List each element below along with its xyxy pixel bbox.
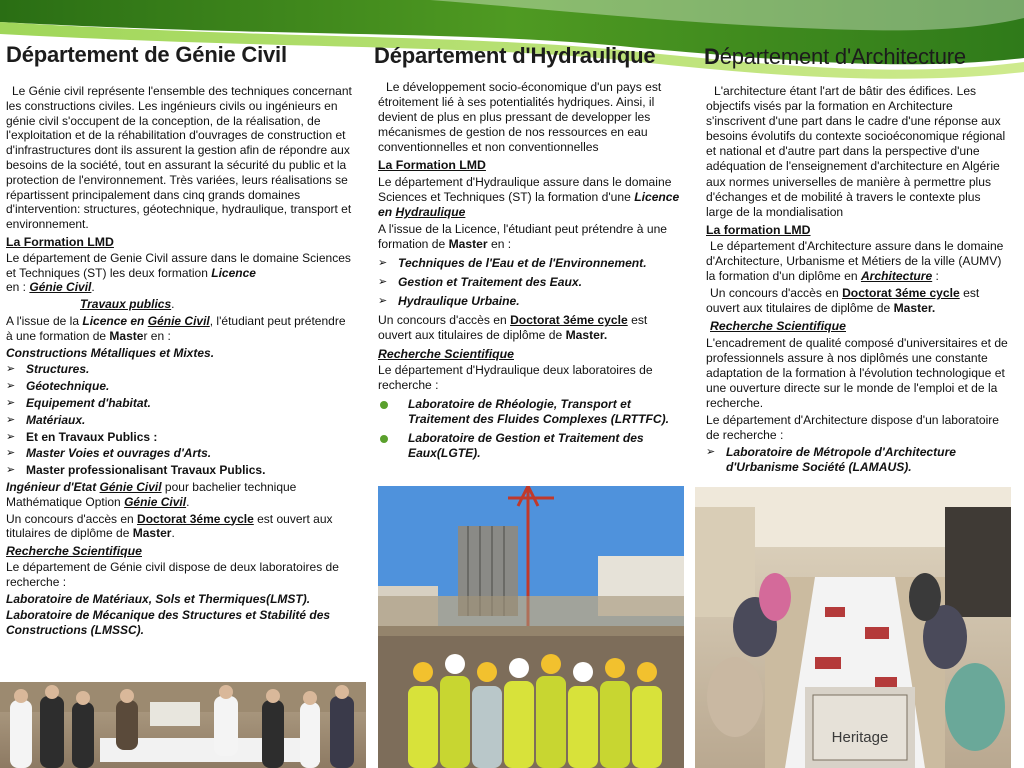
en-prefix: en : [6, 280, 27, 295]
genie-civil-research-heading: Recherche Scientifique [6, 544, 142, 559]
en-colon: en : [490, 236, 512, 251]
ingenieur-prefix: Ingénieur d'Etat [6, 479, 97, 494]
hydraulique-column [378, 80, 684, 465]
hydraulique-concours [378, 313, 684, 343]
concours-suffix: est ouvert aux titulaires de diplôme de [378, 313, 648, 343]
architecture-formation-text: Le département d'Architecture assure dans le domaine d'Architecture, Urbanisme et Métiers de la ville (AUMV) la formation d'un diplôme en Architecture : [706, 238, 1004, 284]
master-suffix: r en : [143, 328, 171, 343]
formation-text-span: Le département d'Hydraulique assure dans le domaine Sciences et Techniques (ST) la formation d'une [378, 174, 672, 204]
lab-item: ➢ Laboratoire de Métropole d'Architecture d'Urbanisme Société (LAMAUS). [706, 445, 1008, 475]
title-hydraulique: Département d'Hydraulique [374, 43, 656, 68]
formation-text-span: Le département d'Architecture assure dans le domaine d'Architecture, Urbanisme et Métiers de la ville (AUMV) la formation d'un diplôme en [706, 238, 1004, 284]
lab-item: Laboratoire de Matériaux, Sols et Thermiques(LMST). [6, 591, 311, 606]
genie-civil-intro: Le Génie civil représente l'ensemble des techniques concernant les constructions civiles. Les ingénieurs civils ou ingénieurs en génie civil s'occupent de la conception, de la réalisation, de l'exploitation et de la réhabilitation d'ouvrages de construction et d'infrastructures dont ils assurent la gestion afin de répondre aux besoins de la société, tout en assurant la sécurité du public et la protection de l'environnement. Très variées, leurs réalisations se répartissent principalement dans cinq grands domaines d'intervention: structures, géotechnique, hydraulique, transport et environnement. [6, 84, 352, 232]
list-item: ➢ Et en Travaux Publics : [6, 430, 354, 445]
genie-civil-master-list [6, 362, 354, 478]
doctorat-label: Doctorat 3éme cycle [510, 313, 628, 328]
architecture-workshop-photo [695, 487, 1011, 768]
master-end: Master [132, 526, 172, 541]
list-item: ➢ Hydraulique Urbaine. [378, 294, 684, 309]
hydraulique-issue [378, 222, 684, 252]
architecture-research-heading: Recherche Scientifique [710, 319, 846, 334]
genie-civil-label-3: Génie Civil [99, 479, 162, 494]
concours-prefix: Un concours d'accès en [6, 511, 134, 526]
architecture-lab-list [706, 445, 1008, 475]
concours-prefix: Un concours d'accès en [378, 313, 507, 328]
hydraulique-lab-list [378, 397, 684, 461]
title-architecture-first-letter: D [704, 44, 720, 69]
genie-civil-issue [6, 314, 354, 344]
title-genie-civil: Département de Génie Civil [6, 42, 287, 67]
genie-civil-research-text: Le département de Génie civil dispose de deux laboratoires de recherche : [6, 559, 339, 589]
concours-suffix: est ouvert aux titulaires de diplôme de [706, 286, 980, 316]
concours-prefix: Un concours d'accès en [710, 286, 839, 301]
list-item: ➢ Techniques de l'Eau et de l'Environnement. [378, 256, 684, 271]
doctorat-label: Doctorat 3éme cycle [137, 511, 254, 526]
list-item: ➢ Matériaux. [6, 413, 354, 428]
en-word: en [378, 204, 393, 219]
genie-civil-column [6, 84, 354, 640]
list-item: ➢ Master professionalisant Travaux Publics. [6, 463, 354, 478]
hydraulique-formation-heading: La Formation LMD [378, 158, 486, 173]
list-item: ➢ Gestion et Traitement des Eaux. [378, 275, 684, 290]
heritage-sign-text: Heritage [831, 729, 889, 746]
travaux-publics-label: Travaux publics [80, 297, 172, 312]
workshop-photo-drawing [695, 487, 1011, 768]
ingenieur-line: Ingénieur d'Etat Génie Civil pour bachelier technique Mathématique Option Génie Civil. [6, 479, 297, 509]
hydraulique-formation-text [378, 175, 684, 220]
concours-suffix: est ouvert aux titulaires de diplôme de [6, 511, 333, 541]
genie-civil-lab-photo [0, 682, 366, 768]
issue-text: A l'issue de la Licence, l'étudiant peut prétendre à une formation de [378, 221, 668, 251]
architecture-concours [706, 286, 1008, 316]
genie-civil-label-4: Génie Civil [124, 494, 187, 509]
architecture-word: Architecture [860, 269, 933, 284]
architecture-intro: L'architecture étant l'art de bâtir des édifices. Les objectifs visés par la formation en Architecture s'inscrivent d'une part dans le cadre d'une réponse aux besoins évolutifs du contexte socioéconomique régional et national et d'autre part dans la perspective d'une adéquation de l'enseignement d'architecture en Algérie aux normes universelles de manière à permettre plus d'échanges et de mobilité à travers le contexte plus large de la mondialisation [706, 84, 1006, 219]
genie-civil-formation-text: Le département de Genie Civil assure dans le domaine Sciences et Techniques (ST) les deux formation Licence en : Génie Civil. [6, 250, 351, 295]
title-architecture-rest: épartement d'Architecture [719, 44, 966, 69]
list-item: ➢ Equipement d'habitat. [6, 396, 354, 411]
list-item: ➢ Structures. [6, 362, 354, 377]
list-item: ➢ Géotechnique. [6, 379, 354, 394]
issue-prefix: A l'issue de la [6, 313, 80, 328]
genie-civil-concours: Un concours d'accès en Doctorat 3éme cycle est ouvert aux titulaires de diplôme de Master. [6, 511, 333, 541]
hydraulique-research-heading: Recherche Scientifique [378, 346, 514, 361]
formation-text-span: Le département de Genie Civil assure dans le domaine Sciences et Techniques (ST) les deux formation [6, 250, 351, 280]
travaux-publics-line: Travaux publics. [80, 297, 175, 312]
ingenieur-suffix: pour bachelier technique Mathématique Option [6, 479, 297, 509]
site-photo-drawing [378, 486, 684, 768]
master-word: Maste [109, 328, 144, 343]
architecture-formation-heading: La formation LMD [706, 222, 811, 237]
architecture-research-text: L'encadrement de qualité composé d'universitaires et de professionnels assure à nos diplômés une constante adaptation de la formation à l'évolution technologique et une ouverture directe sur le monde de l'emploi et de la recherche. [706, 335, 1008, 410]
genie-civil-formation-heading: La Formation LMD [6, 234, 114, 249]
hydraulique-master-list [378, 256, 684, 309]
licence-word: Licence [211, 265, 256, 280]
issue-suffix: , l'étudiant peut prétendre à une formation de [6, 313, 346, 343]
hydraulique-intro: Le développement socio-économique d'un pays est étroitement lié à ses potentialités hydriques. Ainsi, il devient de plus en plus pressant de developper les mécanismes de gestion de nos ressources en eau conventionnelles et non conventionnelles [378, 80, 662, 155]
master-end: Master. [565, 328, 608, 343]
lab-item: Laboratoire de Rhéologie, Transport et Traitement des Fluides Complexes (LRTTFC). [378, 397, 684, 427]
title-architecture [704, 44, 966, 70]
master-end: Master. [893, 301, 936, 316]
hydraulique-site-photo [378, 486, 684, 768]
lab-item: Laboratoire de Mécanique des Structures et Stabilité des Constructions (LMSSC). [6, 608, 331, 638]
licence-en: Licence en [82, 313, 145, 328]
master-word: Master [448, 236, 488, 251]
lab-item: Laboratoire de Gestion et Traitement des Eaux(LGTE). [378, 431, 684, 461]
licence-word: Licence [634, 189, 680, 204]
architecture-lab-intro: Le département d'Architecture dispose d'un laboratoire de recherche : [706, 412, 1000, 443]
hydraulique-word: Hydraulique [395, 204, 466, 219]
architecture-column [706, 84, 1008, 477]
constructions-line: Constructions Métalliques et Mixtes. [6, 345, 215, 360]
hydraulique-research-text: Le département d'Hydraulique deux laboratoires de recherche : [378, 362, 653, 392]
list-item: ➢ Master Voies et ouvrages d'Arts. [6, 446, 354, 461]
lab-photo-drawing [0, 682, 366, 768]
genie-civil-label: Génie Civil [29, 280, 92, 295]
doctorat-label: Doctorat 3éme cycle [842, 286, 960, 301]
genie-civil-label-2: Génie Civil [147, 313, 210, 328]
